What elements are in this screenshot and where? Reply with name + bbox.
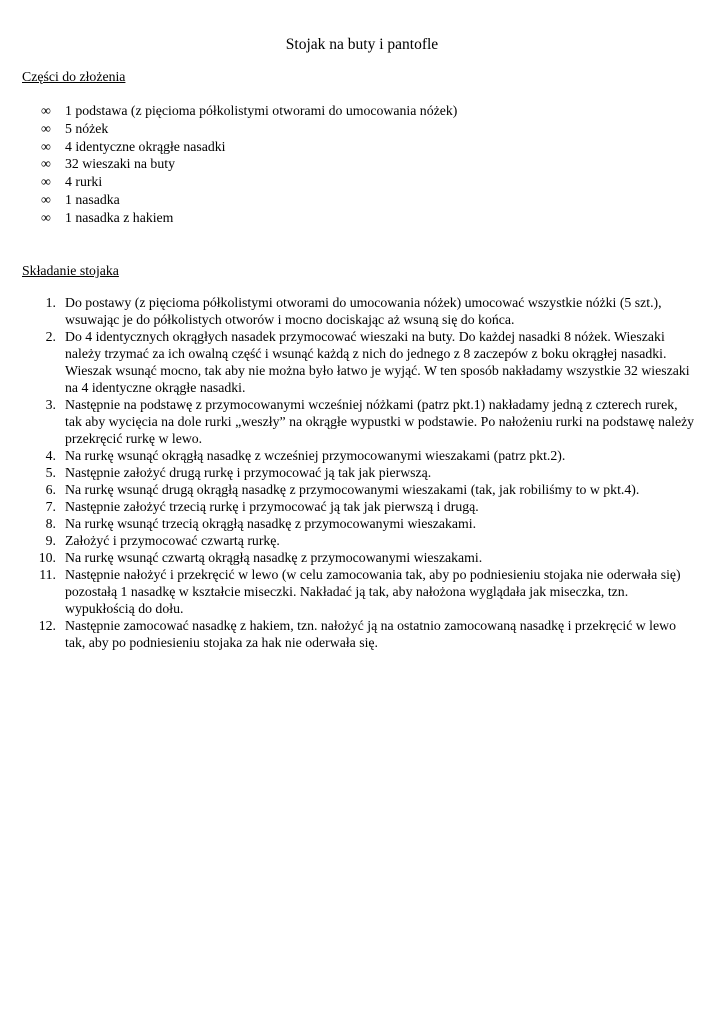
step-item: [0, 566, 697, 617]
part-item-text: 1 podstawa (z pięcioma półkolistymi otworami do umocowania nóżek): [65, 103, 458, 118]
infinity-bullet-icon: ∞: [41, 191, 51, 207]
infinity-bullet-icon: ∞: [41, 209, 51, 225]
step-text: Następnie nałożyć i przekręcić w lewo (w celu zamocowania tak, aby po podniesieniu stojaka nie oderwała się) pozostałą 1 nasadkę w kształcie miseczki. Nakładać ją tak, aby nałożona wyglądała jak miseczka, tzn. wypukłością do dołu.: [65, 567, 681, 616]
infinity-bullet-icon: ∞: [41, 138, 51, 154]
step-number: 5.: [45, 465, 56, 480]
step-item: [0, 294, 697, 328]
step-item: [0, 481, 697, 498]
part-item-text: 1 nasadka z hakiem: [65, 209, 174, 225]
step-item: [0, 328, 697, 396]
step-text: Na rurkę wsunąć drugą okrągłą nasadkę z przymocowanymi wieszakami (tak, jak robiliśmy to w pkt.4).: [65, 482, 640, 497]
step-number: 2.: [45, 329, 56, 344]
step-text: Następnie zamocować nasadkę z hakiem, tzn. nałożyć ją na ostatnio zamocowaną nasadkę i przekręcić w lewo tak, aby po podniesieniu stojaka za hak nie oderwała się.: [65, 618, 677, 650]
parts-section-heading: Części do złożenia: [22, 69, 126, 84]
step-number: 3.: [45, 397, 56, 412]
step-item: [0, 549, 697, 566]
part-item-text: 1 nasadka: [65, 191, 120, 207]
assembly-steps-list: [0, 294, 700, 651]
step-number: 12.: [38, 618, 56, 633]
step-item: [0, 464, 697, 481]
step-text: Do 4 identycznych okrągłych nasadek przymocować wieszaki na buty. Do każdej nasadki 8 nóżek. Wieszaki należy trzymać za ich owalną część i wsunąć każdą z nich do jednego z 8 zaczepów z boku okrągłej nasadki. Wieszak wsunąć mocno, tak aby nie można było łatwo je wyjąć. W ten sposób nakładamy wszystkie 32 wieszaki na 4 identyczne okrągłe nasadki.: [65, 329, 690, 395]
step-number: 4.: [45, 448, 56, 463]
part-item-text: 5 nóżek: [65, 120, 109, 136]
step-item: [0, 617, 697, 651]
infinity-bullet-icon: ∞: [41, 174, 51, 190]
step-item: [0, 447, 697, 464]
infinity-bullet-icon: ∞: [41, 103, 51, 118]
step-text: Następnie na podstawę z przymocowanymi wcześniej nóżkami (patrz pkt.1) nakładamy jedną z czterech rurek, tak aby wycięcia na dole rurki „weszły” na okrągłe wypustki w podstawie. Po nałożeniu rurki na podstawę należy przekręcić rurkę w lewo.: [65, 397, 695, 446]
step-number: 6.: [45, 482, 56, 497]
step-number: 11.: [39, 567, 56, 582]
step-item: [0, 396, 697, 447]
infinity-bullet-icon: ∞: [41, 156, 51, 172]
step-text: Następnie założyć drugą rurkę i przymocować ją tak jak pierwszą.: [65, 465, 432, 480]
step-text: Na rurkę wsunąć trzecią okrągłą nasadkę z przymocowanymi wieszakami.: [65, 516, 477, 531]
step-number: 8.: [45, 516, 56, 531]
part-item-text: 32 wieszaki na buty: [65, 156, 175, 172]
step-item: [0, 498, 697, 515]
page-title: Stojak na buty i pantofle: [285, 36, 439, 53]
assembly-section-heading: Składanie stojaka: [22, 263, 119, 278]
step-text: Na rurkę wsunąć okrągłą nasadkę z wcześniej przymocowanymi wieszakami (patrz pkt.2).: [65, 448, 566, 463]
part-item-text: 4 identyczne okrągłe nasadki: [65, 138, 226, 154]
step-number: 10.: [38, 550, 56, 565]
step-number: 1.: [45, 295, 56, 310]
step-item: [0, 515, 697, 532]
step-text: Następnie założyć trzecią rurkę i przymocować ją tak jak pierwszą i drugą.: [65, 499, 479, 514]
step-number: 7.: [45, 499, 56, 514]
step-text: Założyć i przymocować czwartą rurkę.: [65, 533, 280, 548]
step-number: 9.: [45, 533, 56, 548]
step-text: Na rurkę wsunąć czwartą okrągłą nasadkę z przymocowanymi wieszakami.: [65, 550, 483, 565]
part-item-text: 4 rurki: [65, 174, 103, 190]
infinity-bullet-icon: ∞: [41, 120, 51, 136]
step-text: Do postawy (z pięcioma półkolistymi otworami do umocowania nóżek) umocować wszystkie nóżki (5 szt.), wsuwając je do półkolistych otworów i mocno dociskając aż wsuną się do końca.: [65, 295, 662, 327]
step-item: [0, 532, 697, 549]
